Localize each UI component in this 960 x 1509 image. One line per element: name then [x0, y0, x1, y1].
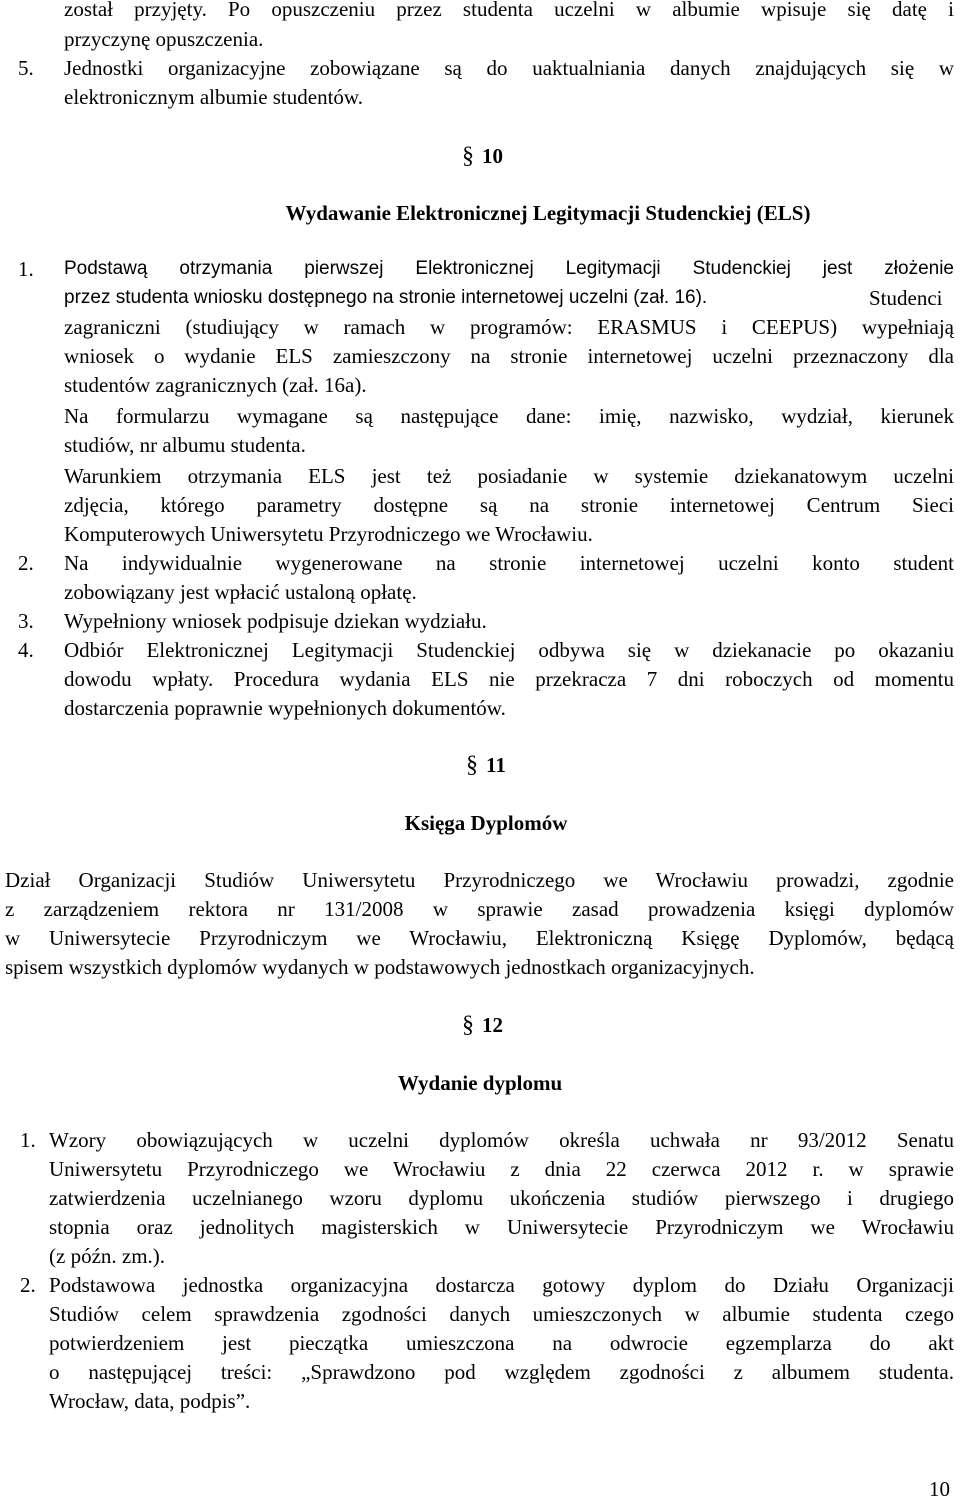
s10-item1-line-9: zdjęcia, którego parametry dostępne są na stronie internetowej Centrum Sieci [64, 493, 954, 517]
s10-item2-number: 2. [18, 551, 34, 575]
s10-item1-line-7: studiów, nr albumu studenta. [64, 433, 306, 457]
section-11-heading [466, 752, 506, 778]
s10-item1-number: 1. [18, 257, 34, 281]
item4-end-line-2: przyczynę opuszczenia. [64, 27, 264, 51]
s10-item1-line-5: studentów zagranicznych (zał. 16a). [64, 373, 367, 397]
item5-line-1: Jednostki organizacyjne zobowiązane są do uaktualniania danych znajdujących się w [64, 56, 954, 80]
item5-line-2: elektronicznym albumie studentów. [64, 85, 363, 109]
s11-para-line-4: spisem wszystkich dyplomów wydanych w podstawowych jednostkach organizacyjnych. [5, 955, 755, 979]
s10-item1-line-3: zagraniczni (studiujący w ramach w programów: ERASMUS i CEEPUS) wypełniają [64, 315, 954, 339]
item4-end-line-1: został przyjęty. Po opuszczeniu przez studenta uczelni w albumie wpisuje się datę i [64, 0, 954, 21]
section-10-heading [462, 143, 503, 169]
page-number: 10 [929, 1477, 950, 1501]
section-10-number: 10 [482, 144, 503, 168]
s12-item2-line-3: potwierdzeniem jest pieczątka umieszczona na odwrocie egzemplarza do akt [49, 1331, 954, 1355]
s12-item2-number: 2. [20, 1273, 36, 1297]
section-11-number: 11 [486, 753, 506, 777]
section-sign: § [462, 143, 474, 169]
s12-item2-line-2: Studiów celem sprawdzenia zgodności danych umieszczonych w albumie studenta czego [49, 1302, 954, 1326]
s10-item2-line-1: Na indywidualnie wygenerowane na stronie internetowej uczelni konto student [64, 551, 954, 575]
s10-item3-line-1: Wypełniony wniosek podpisuje dziekan wydziału. [64, 609, 487, 633]
section-11-title: Księga Dyplomów [404, 811, 568, 835]
s10-item3-number: 3. [18, 609, 34, 633]
section-12-number: 12 [482, 1013, 503, 1037]
section-12-title: Wydanie dyplomu [397, 1071, 563, 1095]
s10-item1-line-2: przez studenta wniosku dostępnego na stronie internetowej uczelni (zał. 16). [64, 287, 708, 308]
s12-item1-line-1: Wzory obowiązujących w uczelni dyplomów określa uchwała nr 93/2012 Senatu [49, 1128, 954, 1152]
s10-item4-line-2: dowodu wpłaty. Procedura wydania ELS nie przekracza 7 dni roboczych od momentu [64, 667, 954, 691]
s11-para-line-3: w Uniwersytecie Przyrodniczym we Wrocławiu, Elektroniczną Księgę Dyplomów, będącą [5, 926, 954, 950]
s12-item1-number: 1. [20, 1128, 36, 1152]
s12-item2-line-1: Podstawowa jednostka organizacyjna dostarcza gotowy dyplom do Działu Organizacji [49, 1273, 954, 1297]
s10-item4-line-1: Odbiór Elektronicznej Legitymacji Studenckiej odbywa się w dziekanacie po okazaniu [64, 638, 954, 662]
s10-item1-line-10: Komputerowych Uniwersytetu Przyrodniczego we Wrocławiu. [64, 522, 593, 546]
s12-item1-line-2: Uniwersytetu Przyrodniczego we Wrocławiu z dnia 22 czerwca 2012 r. w sprawie [49, 1157, 954, 1181]
s12-item1-line-5: (z późn. zm.). [49, 1244, 166, 1268]
s10-item1-line-8: Warunkiem otrzymania ELS jest też posiadanie w systemie dziekanatowym uczelni [64, 464, 954, 488]
section-10-title: Wydawanie Elektronicznej Legitymacji Studenckiej (ELS) [285, 201, 811, 225]
s10-item4-line-3: dostarczenia poprawnie wypełnionych dokumentów. [64, 696, 506, 720]
s10-item1-line-2-end: Studenci [869, 286, 943, 310]
s12-item2-line-5: Wrocław, data, podpis”. [49, 1389, 251, 1413]
s10-item4-number: 4. [18, 638, 34, 662]
s12-item2-line-4: o następującej treści: „Sprawdzono pod względem zgodności z albumem studenta. [49, 1360, 954, 1384]
s10-item1-line-1: Podstawą otrzymania pierwszej Elektronicznej Legitymacji Studenckiej jest złożenie [64, 258, 954, 279]
section-12-heading [462, 1012, 503, 1038]
item5-number: 5. [18, 56, 34, 80]
s10-item1-line-4: wniosek o wydanie ELS zamieszczony na stronie internetowej uczelni przeznaczony dla [64, 344, 954, 368]
s11-para-line-1: Dział Organizacji Studiów Uniwersytetu Przyrodniczego we Wrocławiu prowadzi, zgodnie [5, 868, 954, 892]
s11-para-line-2: z zarządzeniem rektora nr 131/2008 w sprawie zasad prowadzenia księgi dyplomów [5, 897, 954, 921]
section-sign: § [466, 752, 478, 778]
section-sign: § [462, 1012, 474, 1038]
s10-item1-line-6: Na formularzu wymagane są następujące dane: imię, nazwisko, wydział, kierunek [64, 404, 954, 428]
s12-item1-line-3: zatwierdzenia uczelnianego wzoru dyplomu ukończenia studiów pierwszego i drugiego [49, 1186, 954, 1210]
s12-item1-line-4: stopnia oraz jednolitych magisterskich w Uniwersytecie Przyrodniczym we Wrocławiu [49, 1215, 954, 1239]
s10-item2-line-2: zobowiązany jest wpłacić ustaloną opłatę. [64, 580, 417, 604]
